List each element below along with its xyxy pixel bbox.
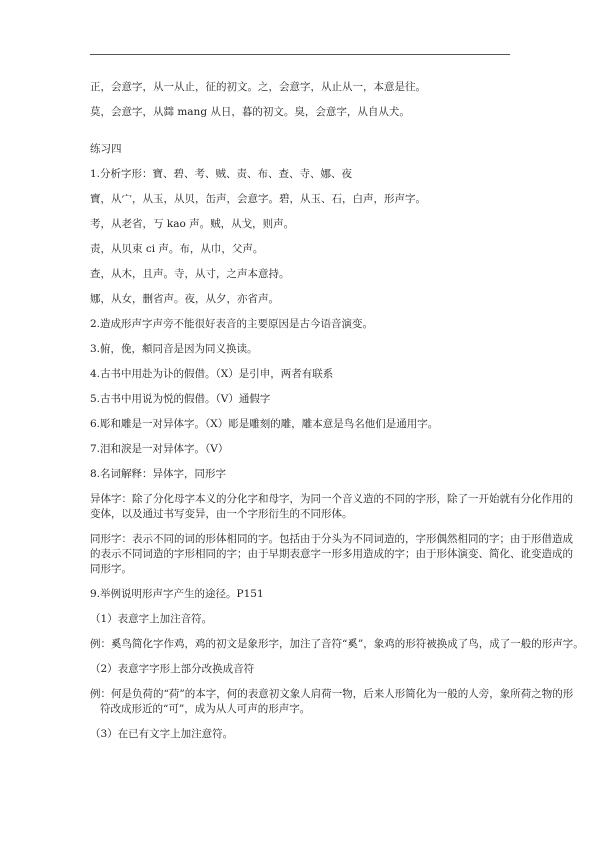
question-5: 5.古书中用说为悦的假借。（V）通假字 <box>90 393 271 405</box>
document-body <box>90 80 584 752</box>
question-3: 3.俯，俛，頫同音是因为同义换读。 <box>90 343 258 355</box>
question-4: 4.古书中用赴为讣的假借。（X）是引申，两者有联系 <box>90 368 334 380</box>
paragraph: 正，会意字，从一从止，征的初文。之，会意字，从止从一，本意是往。 <box>90 81 426 93</box>
text-line: 同形字。 <box>90 563 132 575</box>
text-line: 同形字：表示不同的词的形体相同的字。包括由于分头为不同词造的，字形偶然相同的字；由于形借造成 <box>90 533 573 545</box>
definition-homograph <box>90 532 573 577</box>
header-rule <box>90 54 510 55</box>
answer-line: 查，从木，且声。寺，从寸，之声本意持。 <box>90 268 290 280</box>
definition-variant-character <box>90 492 573 522</box>
section-heading: 练习四 <box>90 143 122 155</box>
text-line: 异体字：除了分化母字本义的分化字和母字，为同一个音义造的不同的字形，除了一开始就有分化作用的 <box>90 493 573 505</box>
answer-line: 娜，从女，删省声。夜，从夕，亦省声。 <box>90 293 279 305</box>
question-6: 6.彫和雕是一对异体字。（X）彫是雕刻的雕，雕本意是鸟名他们是通用字。 <box>90 418 439 430</box>
answer-line: 寶，从宀，从玉，从贝，缶声，会意字。碧，从玉、石，白声，形声字。 <box>90 193 426 205</box>
question-1: 1.分析字形：寶、碧、考、贼、责、布、查、寺、娜、夜 <box>90 168 353 180</box>
question-9: 9.举例说明形声字产生的途径。P151 <box>90 588 264 600</box>
question-8: 8.名词解释：异体字，同形字 <box>90 468 227 480</box>
question-7: 7.泪和淚是一对异体字。（V） <box>90 443 229 455</box>
example <box>90 687 574 717</box>
text-line: 例：何是负荷的“荷”的本字，何的表意初文象人肩荷一物，后来人形简化为一般的人旁，象所荷之物的形 <box>90 688 574 700</box>
subheading: （1）表意字上加注音符。 <box>90 613 213 625</box>
subheading: （3）在已有文字上加注意符。 <box>90 728 234 740</box>
answer-line: 考，从老省，丂 kao 声。贼，从戈，则声。 <box>90 218 295 230</box>
text-line: 的表示不同词造的字形相同的字；由于早期表意字一形多用造成的字；由于形体演变、简化、讹变造成的 <box>90 548 573 560</box>
question-2: 2.造成形声字声旁不能很好表音的主要原因是古今语音演变。 <box>90 318 374 330</box>
text-line: 符改成形近的“可”，成为从人可声的形声字。 <box>100 703 311 715</box>
example: 例：奚鸟简化字作鸡，鸡的初文是象形字，加注了音符“奚”，象鸡的形符被换成了鸟，成了一般的形声字。 <box>90 638 584 650</box>
paragraph: 莫，会意字，从茻 mang 从日，暮的初文。臭，会意字，从自从犬。 <box>90 106 410 118</box>
text-line: 变体，以及通过书写变异，由一个字形衍生的不同形体。 <box>90 508 353 520</box>
answer-line: 责，从贝束 ci 声。布，从巾，父声。 <box>90 243 264 255</box>
subheading: （2）表意字字形上部分改换成音符 <box>90 663 255 675</box>
